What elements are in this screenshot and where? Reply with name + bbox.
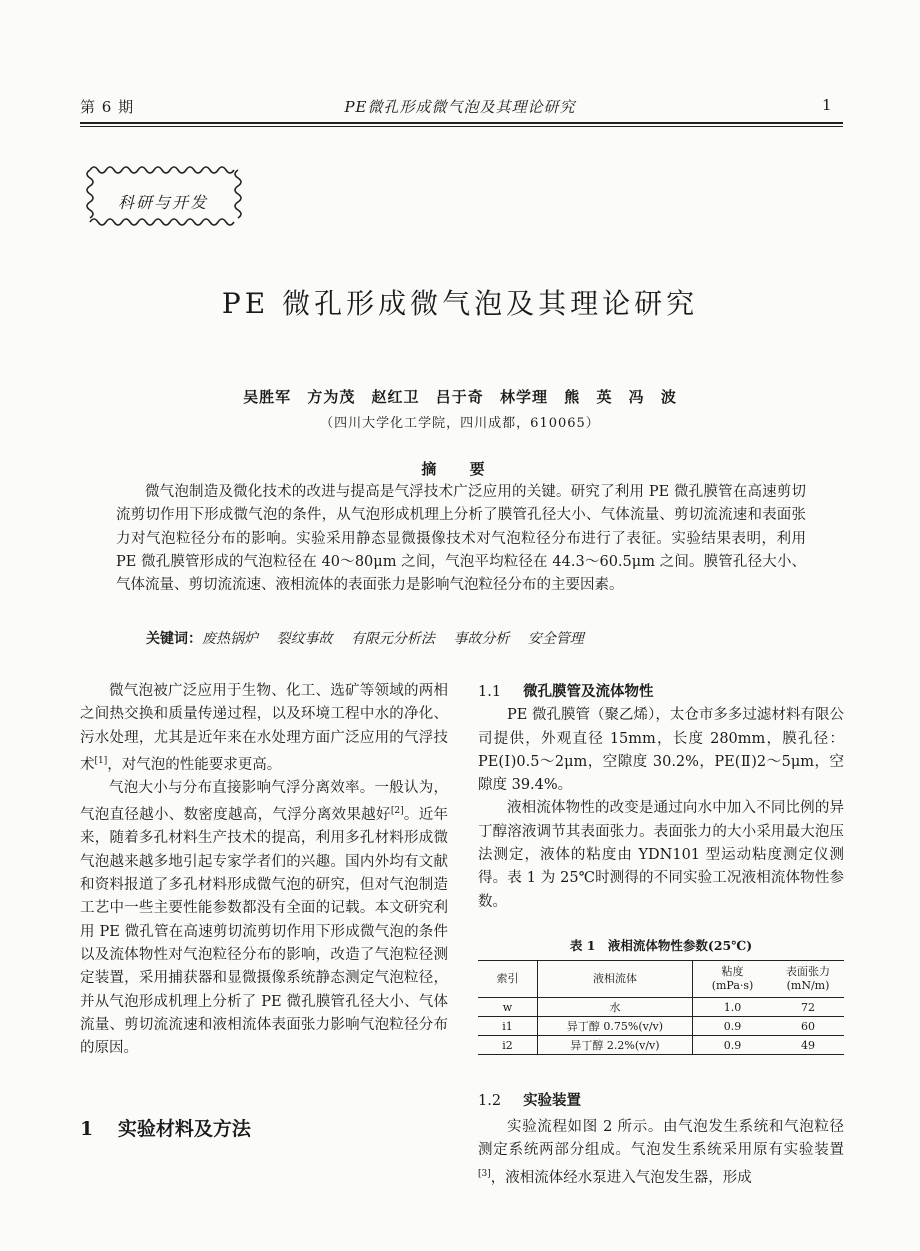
left-column (80, 680, 448, 1060)
affiliation: （四川大学化工学院，四川成都，610065） (320, 416, 600, 431)
table-header-row (478, 961, 844, 998)
intro-paragraph-1 (80, 680, 448, 777)
text-run: 微气泡被广泛应用于生物、化工、选矿等领域的两相之间热交换和质量传递过程，以及环境工程中水的净化、污水处理，尤其是近年来在水处理方面广泛应用的气浮技术 (80, 683, 448, 773)
citation-ref: [3] (478, 1168, 491, 1179)
issue-number: 第 6 期 (80, 98, 135, 116)
author-list: 吴胜军 方为茂 赵红卫 吕于奇 林学理 熊 英 冯 波 (243, 388, 677, 406)
cell-index: i1 (478, 1017, 538, 1036)
paper-title: PE 微孔形成微气泡及其理论研究 (221, 287, 699, 320)
header-rule (80, 122, 843, 124)
table-row (478, 1036, 844, 1055)
keywords-label: 关键词： (146, 631, 202, 647)
cell-viscosity: 1.0 (693, 998, 773, 1017)
page-number: 1 (822, 96, 833, 114)
col-header-viscosity (693, 961, 773, 998)
cell-fluid: 异丁醇 2.2%(v/v) (538, 1036, 693, 1055)
col-header-tension (772, 961, 844, 998)
citation-ref: [2] (390, 806, 404, 817)
right-column (478, 680, 844, 914)
cell-fluid: 异丁醇 0.75%(v/v) (538, 1017, 693, 1036)
keywords-line (146, 628, 806, 651)
fluid-properties-table (478, 960, 844, 1055)
text-run: ，对气泡的性能要求更高。 (107, 756, 282, 773)
cell-tension: 60 (772, 1017, 844, 1036)
subsection-number: 1.2 (478, 1093, 502, 1109)
table-row (478, 998, 844, 1017)
membrane-paragraph: PE 微孔膜管（聚乙烯），太仓市多多过滤材料有限公司提供，外观直径 15mm，长度 280mm，膜孔径：PE(Ⅰ)0.5～2μm，空隙度 30.2%，PE(Ⅱ)2～5μm，空隙度 39.4%。 (478, 707, 844, 794)
subsection-number: 1.1 (478, 684, 502, 700)
table-caption: 表 1 液相流体物性参数(25℃) (569, 938, 753, 953)
cell-fluid: 水 (538, 998, 693, 1017)
text-run: 。近年来，随着多孔材料生产技术的提高，利用多孔材料形成微气泡越来越多地引起专家学者们的兴趣。国内外均有文献和资料报道了多孔材料形成微气泡的研究，但对气泡制造工艺中一些主要性能参数都没有全面的记载。本文研究利用 PE 微孔管在高速剪切流剪切作用下形成微气泡的条件以及流体物性对气泡粒径分布的影响，改造了气泡粒径测定装置，采用捕获器和显微摄像系统静态测定气泡粒径，并从气泡形成机理上分析了 PE 微孔膜管孔径大小、气体流量、剪切流流速和液相流体表面张力影响气泡粒径分布的原因。 (80, 807, 448, 1057)
cell-index: i2 (478, 1036, 538, 1055)
header-unit: (mPa·s) (711, 979, 754, 992)
section-heading-1 (80, 1114, 251, 1141)
cell-viscosity: 0.9 (693, 1036, 773, 1055)
cell-index: w (478, 998, 538, 1017)
keywords-list: 废热锅炉 裂纹事故 有限元分析法 事故分析 安全管理 (202, 631, 584, 647)
header-text: 表面张力 (786, 965, 830, 978)
header-rule-thin (80, 126, 843, 127)
header-text: 粘度 (721, 965, 744, 978)
subsection-heading-1-1 (478, 680, 844, 704)
cell-viscosity: 0.9 (693, 1017, 773, 1036)
cell-tension: 49 (772, 1036, 844, 1055)
text-run: 实验流程如图 2 所示。由气泡发生系统和气泡粒径测定系统两部分组成。气泡发生系统采用原有实验装置 (478, 1119, 844, 1159)
text-run: ，液相流体经水泵进入气泡发生器，形成 (490, 1169, 752, 1186)
col-header-fluid: 液相流体 (538, 961, 693, 998)
table-row (478, 1017, 844, 1036)
subsection-heading-1-2 (478, 1089, 581, 1113)
cell-tension: 72 (772, 998, 844, 1017)
col-header-index: 索引 (478, 961, 538, 998)
apparatus-paragraph (478, 1116, 844, 1190)
column-label: 科研与开发 (118, 193, 209, 212)
section-number: 1 (80, 1118, 94, 1140)
intro-paragraph-2 (80, 777, 448, 1060)
text-run: 气泡大小与分布直接影响气浮分离效率。一般认为，气泡直径越小、数密度越高，气浮分离效果越好 (80, 780, 448, 824)
fluid-paragraph: 液相流体物性的改变是通过向水中加入不同比例的异丁醇溶液调节其表面张力。表面张力的大小采用最大泡压法测定，液体的粘度由 YDN101 型运动粘度测定仪测得。表 1 为 25℃时测得的不同实验工况液相流体物性参数。 (478, 800, 844, 910)
abstract-text: 微气泡制造及微化技术的改进与提高是气浮技术广泛应用的关键。研究了利用 PE 微孔膜管在高速剪切流剪切作用下形成微气泡的条件，从气泡形成机理上分析了膜管孔径大小、气体流量、剪切流流速和表面张力对气泡粒径分布的影响。实验采用静态显微摄像技术对气泡粒径分布进行了表征。实验结果表明，利用 PE 微孔膜管形成的气泡粒径在 40～80μm 之间，气泡平均粒径在 44.3～60.5μm 之间。膜管孔径大小、气体流量、剪切流流速、液相流体的表面张力是影响气泡粒径分布的主要因素。 (116, 484, 806, 594)
citation-ref: [1] (94, 755, 108, 766)
abstract-heading: 摘 要 (421, 460, 499, 478)
subsection-title: 实验装置 (523, 1092, 582, 1109)
header-unit: (mN/m) (786, 979, 830, 992)
subsection-title: 微孔膜管及流体物性 (523, 683, 654, 700)
section-title: 实验材料及方法 (117, 1118, 251, 1140)
running-title: PE微孔形成微气泡及其理论研究 (344, 98, 576, 116)
